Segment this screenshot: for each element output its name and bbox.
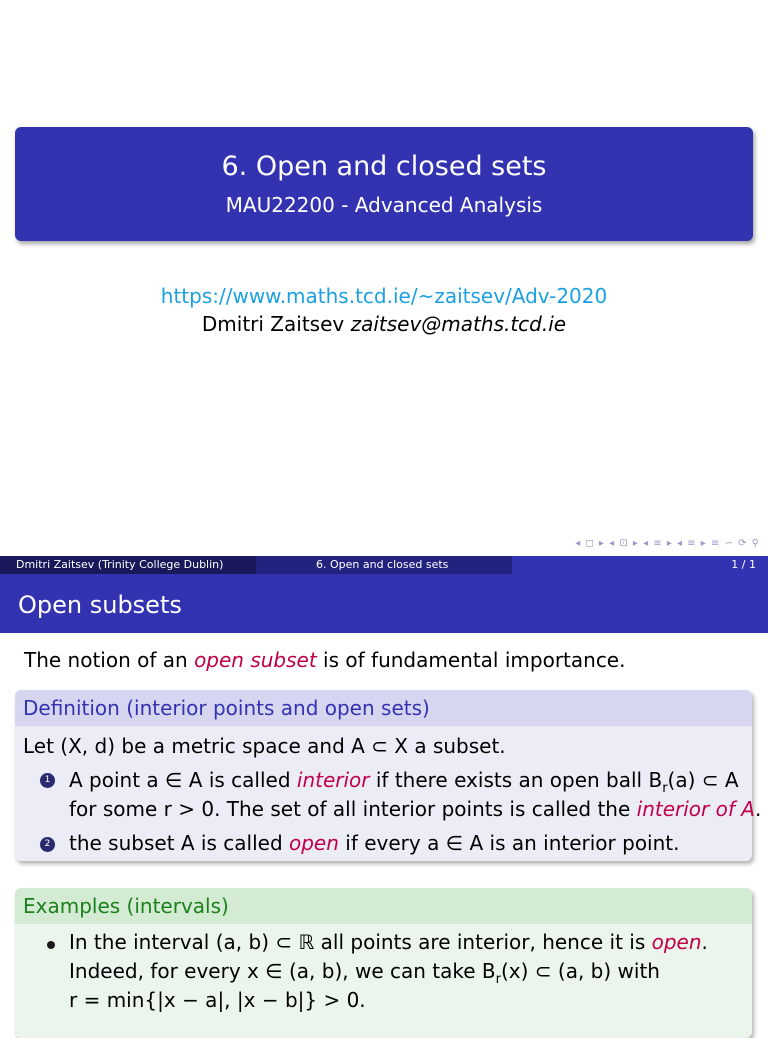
author-name: Dmitri Zaitsev — [201, 312, 345, 336]
frame-title-bar — [0, 574, 768, 633]
author-line — [0, 312, 768, 336]
course-subtitle: MAU22200 - Advanced Analysis — [225, 193, 543, 217]
example-highlight-open: open — [651, 930, 702, 954]
example-line-1 — [69, 930, 708, 954]
enumerate-number-2-icon: 2 — [40, 837, 55, 852]
example-line2-text-a: Indeed, for every x ∈ (a, b), we can take B — [69, 959, 496, 983]
examples-header — [15, 888, 752, 924]
footer-page-number: 1 / 1 — [731, 558, 756, 571]
example-line-3: r = min{|x − a|, |x − b|} > 0. — [69, 988, 366, 1012]
item2-text-a: the subset A is called — [69, 831, 289, 855]
intro-text-before: The notion of an — [24, 648, 195, 672]
definition-block — [15, 690, 762, 861]
item1-text-a: A point a ∈ A is called — [69, 768, 297, 792]
bullet-icon — [47, 941, 55, 949]
item2-text-b: if every a ∈ A is an interior point. — [338, 831, 680, 855]
example-line1-period: . — [701, 930, 708, 954]
definition-item-2 — [69, 831, 680, 855]
definition-item-1-line-1 — [69, 768, 739, 796]
item1-highlight-interior-of-a: interior of A — [636, 797, 755, 821]
intro-text-after: is of fundamental importance. — [316, 648, 626, 672]
intro-highlight: open subset — [194, 648, 317, 672]
footer-title-section — [256, 556, 512, 574]
definition-intro-line: Let (X, d) be a metric space and A ⊂ X a subset. — [23, 734, 506, 758]
title-box — [15, 127, 753, 241]
definition-title: Definition (interior points and open sets) — [23, 696, 430, 720]
enumerate-number-1-icon: 1 — [40, 773, 55, 788]
item1-text-b: if there exists an open ball B — [369, 768, 663, 792]
definition-header — [15, 690, 752, 726]
beamer-navigation-icons[interactable]: ◂ ◻ ▸ ◂ ⊡ ▸ ◂ ≡ ▸ ◂ ≡ ▸ ≡ ∽ ⟳ ⚲ — [575, 538, 760, 549]
example-line2-text-b: (x) ⊂ (a, b) with — [500, 959, 660, 983]
example-line2-subscript: r — [495, 972, 501, 987]
item1-line2-period: . — [754, 797, 762, 821]
footer-author-section — [0, 556, 256, 574]
item1-subscript: r — [662, 781, 668, 796]
footer-title: 6. Open and closed sets — [316, 558, 449, 571]
intro-sentence — [24, 648, 625, 672]
footer-author: Dmitri Zaitsev (Trinity College Dublin) — [16, 558, 224, 571]
item1-text-c: (a) ⊂ A — [667, 768, 739, 792]
example-line-2 — [69, 959, 660, 987]
frame-title: Open subsets — [18, 591, 182, 619]
item1-highlight-interior: interior — [296, 768, 370, 792]
item1-line2-text: for some r > 0. The set of all interior points is called the — [69, 797, 637, 821]
definition-item-1-line-2 — [69, 797, 761, 821]
footer-page-section — [512, 556, 768, 574]
author-email: zaitsev@maths.tcd.ie — [350, 312, 567, 336]
presentation-title: 6. Open and closed sets — [221, 151, 547, 182]
slide-footer — [0, 556, 768, 574]
item2-highlight-open: open — [289, 831, 339, 855]
example-line1-text: In the interval (a, b) ⊂ ℝ all points are interior, hence it is — [69, 930, 652, 954]
examples-title: Examples (intervals) — [23, 894, 229, 918]
examples-block — [15, 888, 752, 1038]
course-url-link[interactable]: https://www.maths.tcd.ie/~zaitsev/Adv-2020 — [160, 284, 608, 308]
